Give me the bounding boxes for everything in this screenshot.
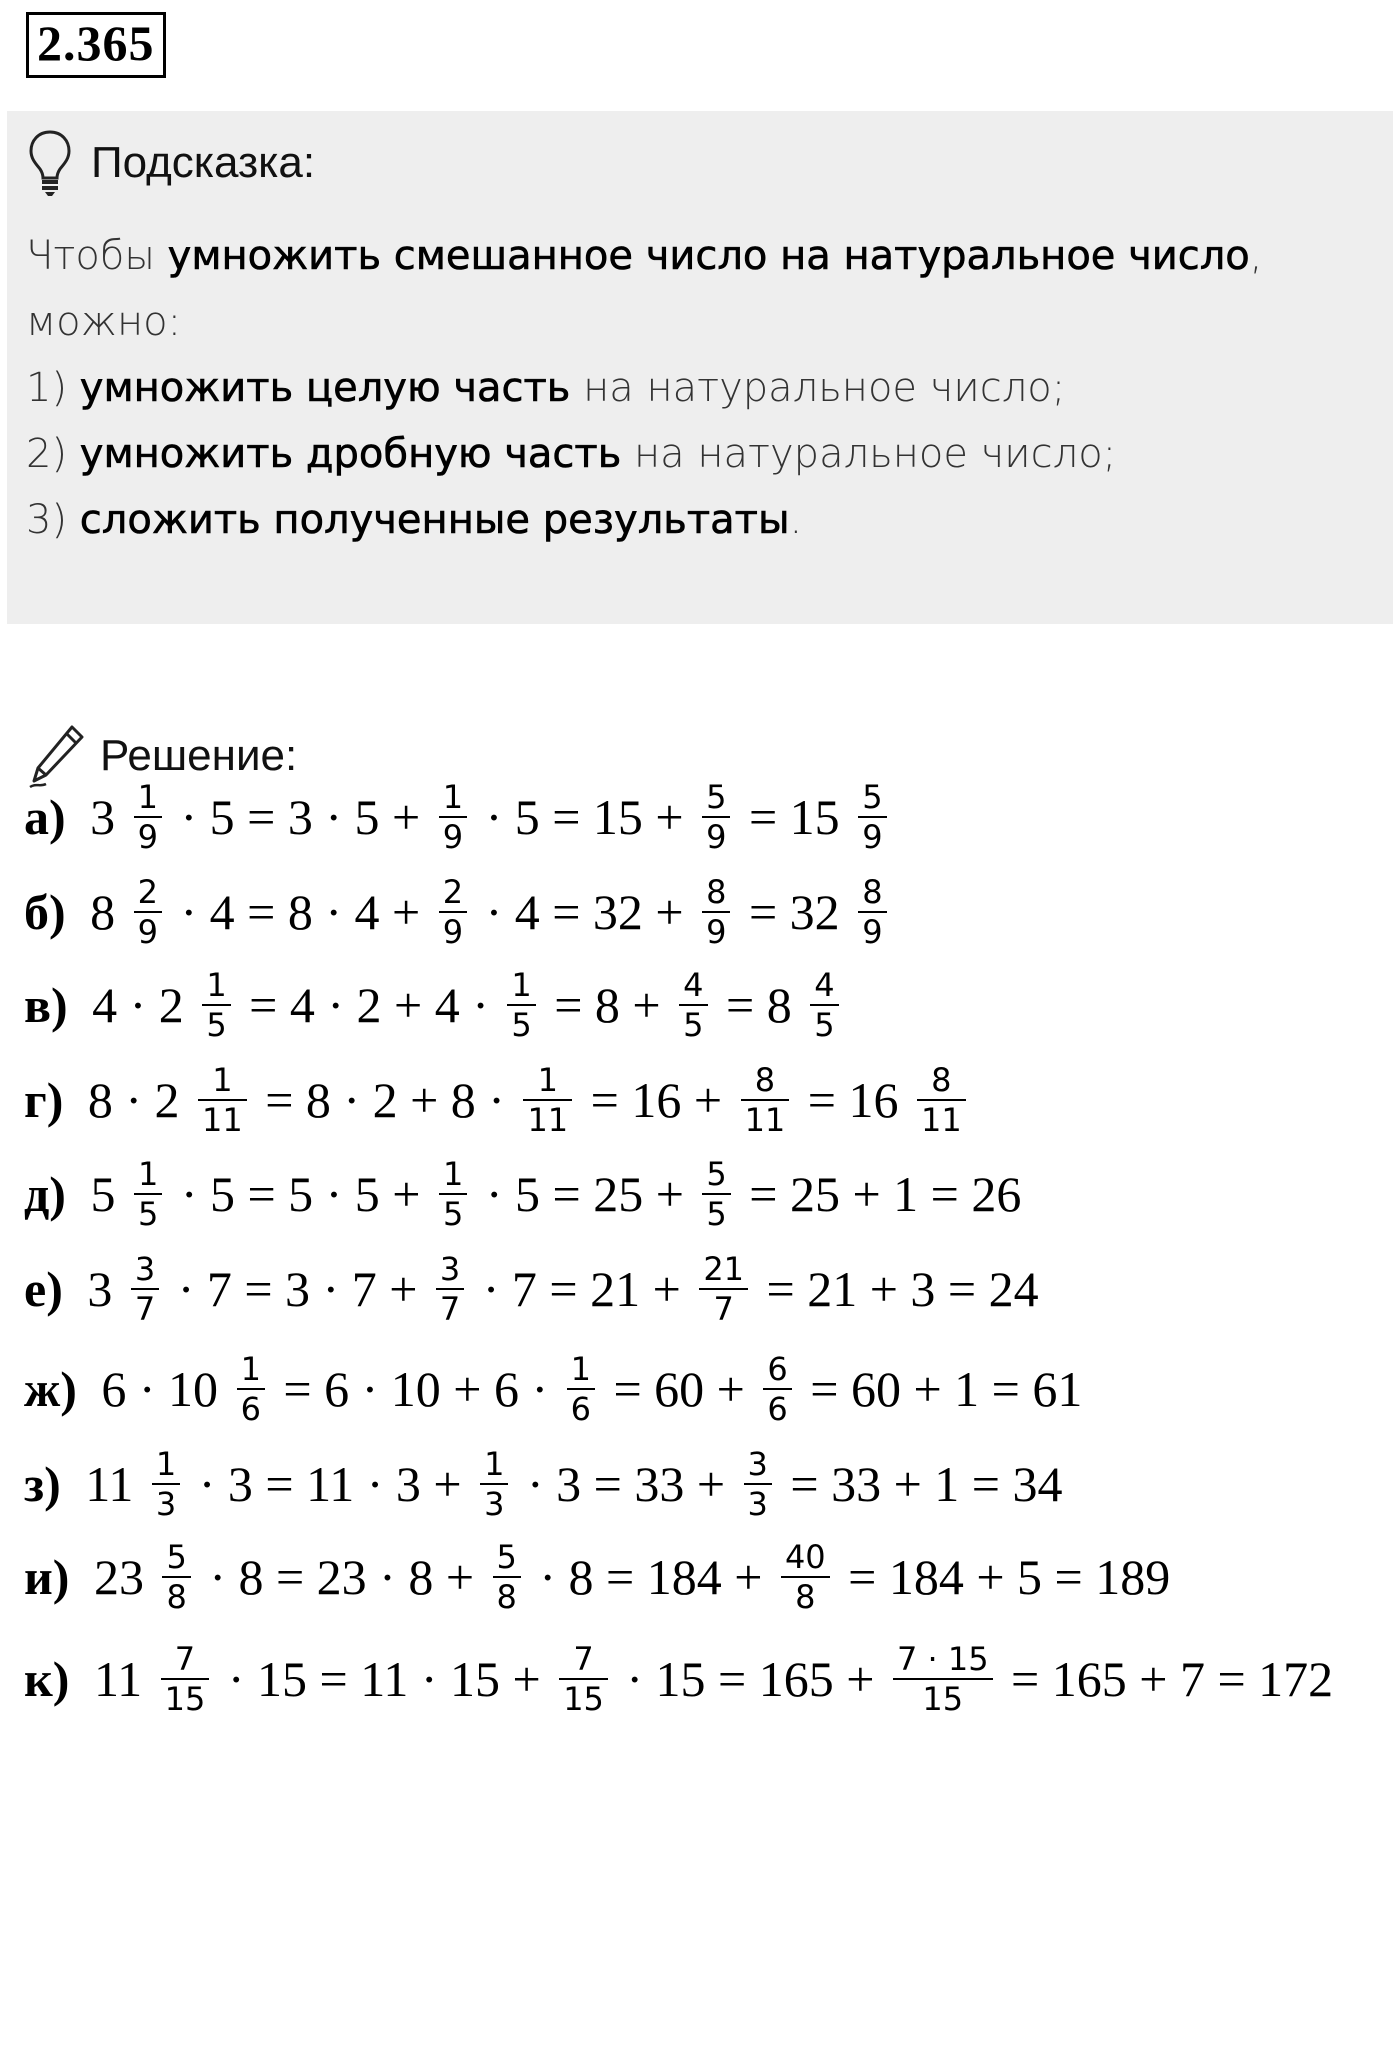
equation-text: = 33 + 1 = 34 <box>777 1456 1075 1512</box>
task-number: 2.365 <box>26 12 166 78</box>
equation-text: = 16 + <box>578 1072 735 1128</box>
fraction-numerator: 3 <box>134 1250 156 1288</box>
equation-text: = 184 + 5 = 189 <box>835 1549 1183 1605</box>
equation-text: 3 <box>74 1261 125 1317</box>
fraction-denominator: 9 <box>706 818 727 856</box>
fraction-denominator: 11 <box>744 1101 786 1139</box>
hint-text: 2) <box>26 431 80 477</box>
fraction-numerator: 1 <box>511 966 532 1004</box>
fraction-denominator: 9 <box>137 818 159 856</box>
fraction-numerator: 5 <box>166 1538 187 1576</box>
fraction <box>134 1155 162 1233</box>
fraction-denominator: 6 <box>240 1390 261 1428</box>
fraction-denominator: 5 <box>443 1195 464 1233</box>
equation-text: · 7 = 21 + <box>470 1261 694 1317</box>
equation-row <box>24 1155 1034 1233</box>
hint-line <box>26 421 1383 487</box>
equation-text: · 5 = 15 + <box>473 789 697 845</box>
equation-text: 11 <box>81 1651 155 1707</box>
fraction-denominator: 5 <box>706 1195 727 1233</box>
equation-text: · 4 = 8 · 4 + <box>168 884 433 940</box>
fraction <box>559 1640 608 1718</box>
fraction-numerator: 5 <box>496 1538 517 1576</box>
equation-text: = 6 · 10 + 6 · <box>270 1361 561 1417</box>
equation-text: 5 <box>77 1166 128 1222</box>
equation-label: д) <box>24 1166 66 1222</box>
equation-label: в) <box>24 977 68 1033</box>
fraction-denominator: 15 <box>563 1680 604 1718</box>
fraction-denominator: 9 <box>862 913 883 951</box>
hint-text: на натуральное число; <box>570 365 1066 411</box>
fraction-numerator: 7 <box>174 1640 196 1678</box>
hint-text: на натуральное число; <box>621 431 1117 477</box>
hint-emphasis: умножить дробную часть <box>79 431 622 477</box>
fraction <box>858 873 886 951</box>
hint-text: , <box>1249 233 1263 279</box>
fraction-denominator: 8 <box>166 1578 187 1616</box>
hint-text: Чтобы <box>26 233 168 279</box>
hint-title: Подсказка: <box>91 138 316 187</box>
fraction-numerator: 5 <box>706 778 727 816</box>
fraction-denominator: 9 <box>442 913 464 951</box>
equation-row <box>24 1640 1346 1718</box>
equation-label: е) <box>24 1261 63 1317</box>
fraction <box>134 873 162 951</box>
hint-emphasis: умножить смешанное число на натуральное число <box>167 233 1250 279</box>
equation-text: · 5 = 3 · 5 + <box>168 789 433 845</box>
fraction-numerator: 8 <box>862 873 883 911</box>
fraction-numerator: 7 <box>573 1640 594 1678</box>
fraction-denominator: 5 <box>206 1006 227 1044</box>
fraction <box>781 1538 830 1616</box>
equation-label: и) <box>24 1549 70 1605</box>
equation-text: = 32 <box>736 884 853 940</box>
fraction-numerator: 5 <box>862 778 883 816</box>
fraction <box>917 1061 966 1139</box>
fraction-numerator: 3 <box>439 1250 461 1288</box>
equation-text: 6 · 10 <box>88 1361 231 1417</box>
fraction-numerator: 3 <box>747 1445 768 1483</box>
fraction-denominator: 15 <box>164 1680 206 1718</box>
fraction <box>810 966 838 1044</box>
fraction <box>237 1350 265 1428</box>
fraction <box>131 1250 159 1328</box>
hint-text: можно: <box>26 299 182 345</box>
equation-row <box>24 1250 1051 1328</box>
fraction <box>439 873 467 951</box>
fraction-numerator: 1 <box>137 1155 159 1193</box>
fraction-numerator: 1 <box>570 1350 591 1388</box>
equation-row <box>24 778 893 856</box>
equation-text: = 8 + <box>541 977 674 1033</box>
fraction-denominator: 5 <box>511 1006 532 1044</box>
fraction-denominator: 11 <box>920 1101 962 1139</box>
equation-text: · 7 = 3 · 7 + <box>165 1261 430 1317</box>
solution-title: Решение: <box>100 731 298 780</box>
equation-label: з) <box>24 1456 61 1512</box>
equation-text: · 15 = 165 + <box>613 1651 887 1707</box>
hint-text: 3) <box>26 497 80 543</box>
fraction <box>439 778 467 856</box>
equation-text: = 8 <box>713 977 805 1033</box>
equation-text: = 60 + 1 = 61 <box>797 1361 1095 1417</box>
fraction-denominator: 5 <box>683 1006 704 1044</box>
equation-text: · 4 = 32 + <box>473 884 697 940</box>
fraction <box>702 873 730 951</box>
fraction <box>702 778 730 856</box>
fraction-denominator: 6 <box>767 1390 788 1428</box>
fraction <box>480 1445 508 1523</box>
equation-text: = 60 + <box>600 1361 758 1417</box>
fraction-numerator: 2 <box>137 873 159 911</box>
equation-label: г) <box>24 1072 64 1128</box>
fraction <box>763 1350 791 1428</box>
hint-line <box>26 289 1383 355</box>
hint-header <box>27 123 315 203</box>
fraction-numerator: 6 <box>767 1350 788 1388</box>
equation-text: = 16 <box>795 1072 911 1128</box>
fraction-denominator: 5 <box>137 1195 159 1233</box>
fraction-denominator: 3 <box>747 1485 768 1523</box>
fraction <box>679 966 707 1044</box>
fraction <box>523 1061 572 1139</box>
fraction-denominator: 9 <box>862 818 883 856</box>
fraction-denominator: 3 <box>155 1485 177 1523</box>
equation-row <box>24 1061 972 1139</box>
fraction <box>507 966 535 1044</box>
hint-text: . <box>789 497 803 543</box>
fraction-numerator: 7 · 15 <box>896 1640 989 1678</box>
equation-row <box>24 1445 1075 1523</box>
equation-text: = 8 · 2 + 8 · <box>252 1072 518 1128</box>
fraction-denominator: 8 <box>496 1578 517 1616</box>
hint-emphasis: умножить целую часть <box>79 365 571 411</box>
hint-line <box>26 487 1383 553</box>
fraction-denominator: 6 <box>570 1390 591 1428</box>
fraction-numerator: 1 <box>240 1350 261 1388</box>
equation-text: 23 <box>81 1549 157 1605</box>
equation-label: к) <box>24 1651 70 1707</box>
fraction <box>493 1538 521 1616</box>
fraction-denominator: 5 <box>814 1006 835 1044</box>
fraction-numerator: 40 <box>784 1538 826 1576</box>
fraction-numerator: 1 <box>484 1445 505 1483</box>
fraction-denominator: 9 <box>442 818 464 856</box>
equation-text: = 4 · 2 + 4 · <box>236 977 502 1033</box>
equation-label: а) <box>24 789 66 845</box>
fraction <box>702 1155 730 1233</box>
equation-text: · 15 = 11 · 15 + <box>215 1651 554 1707</box>
equation-text: · 8 = 23 · 8 + <box>196 1549 487 1605</box>
equation-text: = 165 + 7 = 172 <box>998 1651 1346 1707</box>
equation-text: = 25 + 1 = 26 <box>736 1166 1034 1222</box>
fraction-numerator: 8 <box>931 1061 952 1099</box>
fraction <box>202 966 230 1044</box>
fraction-denominator: 9 <box>137 913 159 951</box>
equation-text: · 5 = 5 · 5 + <box>168 1166 434 1222</box>
fraction-numerator: 1 <box>137 778 159 816</box>
fraction <box>436 1250 464 1328</box>
equation-text: 8 · 2 <box>75 1072 193 1128</box>
hint-line <box>26 355 1383 421</box>
equation-text: = 15 <box>736 789 853 845</box>
fraction-denominator: 9 <box>706 913 727 951</box>
fraction-numerator: 1 <box>206 966 227 1004</box>
fraction-numerator: 4 <box>814 966 835 1004</box>
equation-text: · 3 = 11 · 3 + <box>186 1456 475 1512</box>
fraction <box>567 1350 595 1428</box>
fraction-denominator: 3 <box>484 1485 505 1523</box>
fraction-denominator: 7 <box>134 1290 156 1328</box>
fraction-denominator: 8 <box>795 1578 816 1616</box>
equation-row <box>24 873 893 951</box>
equation-row <box>24 966 845 1044</box>
fraction <box>741 1061 790 1139</box>
fraction <box>893 1640 993 1718</box>
fraction-numerator: 8 <box>754 1061 776 1099</box>
fraction-numerator: 1 <box>443 1155 464 1193</box>
fraction-numerator: 5 <box>706 1155 727 1193</box>
equation-text: · 5 = 25 + <box>473 1166 697 1222</box>
equation-row <box>24 1350 1095 1428</box>
equation-text: 3 <box>77 789 128 845</box>
fraction-numerator: 4 <box>683 966 704 1004</box>
fraction-denominator: 7 <box>713 1290 734 1328</box>
equation-text: = 21 + 3 = 24 <box>754 1261 1052 1317</box>
equation-text: 11 <box>72 1456 146 1512</box>
fraction <box>858 778 886 856</box>
fraction-numerator: 1 <box>212 1061 233 1099</box>
lightbulb-icon <box>27 128 73 198</box>
fraction-numerator: 1 <box>442 778 464 816</box>
fraction <box>744 1445 772 1523</box>
equation-label: ж) <box>24 1361 77 1417</box>
fraction <box>439 1155 467 1233</box>
fraction-numerator: 1 <box>537 1061 558 1099</box>
hint-emphasis: сложить полученные результаты <box>79 497 790 543</box>
equation-text: 4 · 2 <box>79 977 197 1033</box>
fraction <box>134 778 162 856</box>
fraction <box>152 1445 180 1523</box>
hint-body <box>26 223 1383 553</box>
fraction-numerator: 2 <box>442 873 464 911</box>
fraction <box>699 1250 748 1328</box>
hint-box <box>7 111 1393 624</box>
fraction-denominator: 11 <box>527 1101 569 1139</box>
equation-text: 8 <box>77 884 128 940</box>
hint-text: 1) <box>26 365 80 411</box>
fraction-denominator: 15 <box>922 1680 964 1718</box>
hint-line <box>26 223 1383 289</box>
fraction-denominator: 11 <box>202 1101 243 1139</box>
fraction-numerator: 21 <box>703 1250 745 1288</box>
fraction <box>161 1640 210 1718</box>
equation-label: б) <box>24 884 66 940</box>
fraction <box>198 1061 247 1139</box>
fraction <box>162 1538 190 1616</box>
fraction-denominator: 7 <box>439 1290 461 1328</box>
equation-row <box>24 1538 1183 1616</box>
equation-text: · 8 = 184 + <box>526 1549 775 1605</box>
equation-text: · 3 = 33 + <box>514 1456 738 1512</box>
fraction-numerator: 8 <box>706 873 727 911</box>
fraction-numerator: 1 <box>155 1445 177 1483</box>
